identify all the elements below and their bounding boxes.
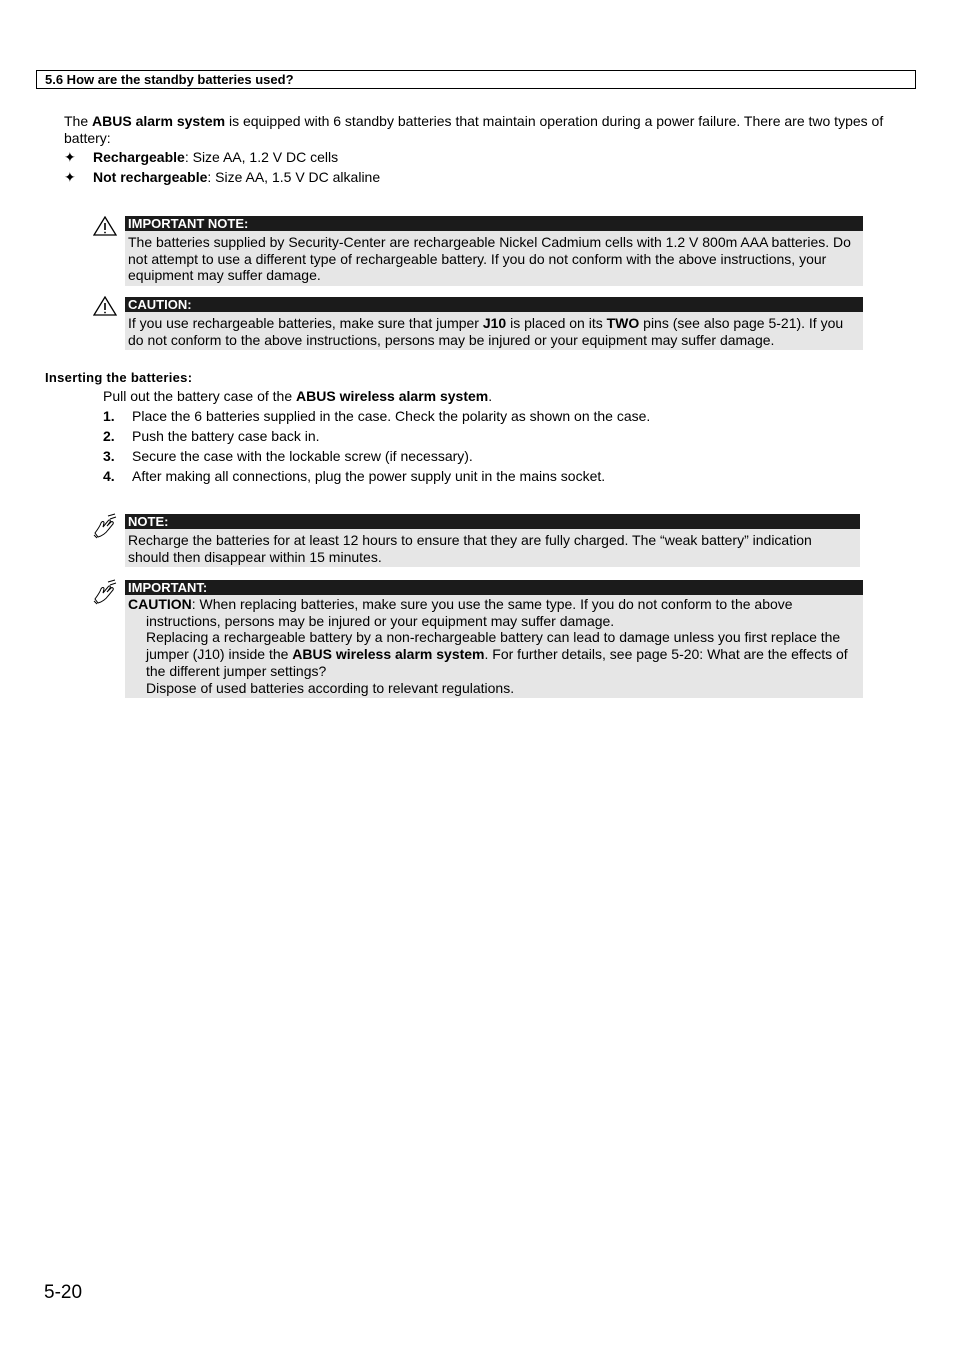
caution-pins: TWO [606, 315, 640, 331]
note-body: Recharge the batteries for at least 12 hours to ensure that they are fully charged. The “weak battery” indication should then disappear within 15 minutes. [125, 529, 860, 567]
important-replace-text-end: . For further details, see page 5-20: What are the effects of the different jumper settings? [146, 646, 848, 679]
battery-type-item [64, 149, 464, 166]
important-title: IMPORTANT: [125, 580, 863, 595]
battery-type-name: Not rechargeable [93, 169, 208, 185]
battery-type-desc: : Size AA, 1.5 V DC alkaline [207, 169, 381, 185]
note-box [125, 514, 860, 567]
pull-text: Pull out the battery case of the [103, 388, 297, 404]
important-caution-text: : When replacing batteries, make sure you use the same type. If you do not conform to the above instructions, persons may be injured or your equipment may suffer damage. [146, 596, 793, 629]
bullet-star-icon: ✦ [64, 169, 76, 185]
step-text: Place the 6 batteries supplied in the case. Check the polarity as shown on the case. [132, 408, 651, 424]
step-text: Push the battery case back in. [132, 428, 320, 444]
intro-paragraph [64, 113, 914, 147]
warning-triangle-icon [93, 216, 117, 236]
caution-box [125, 297, 863, 350]
warning-triangle-icon [93, 296, 117, 316]
section-title: 5.6 How are the standby batteries used? [36, 70, 916, 89]
important-replace-line [128, 629, 855, 679]
important-note-title: IMPORTANT NOTE: [125, 216, 863, 231]
important-body [125, 595, 863, 698]
pull-end: . [488, 388, 493, 404]
writing-hand-icon [92, 579, 118, 605]
important-replace-bold: ABUS wireless alarm system [292, 646, 485, 663]
intro-bold: ABUS alarm system [92, 113, 226, 129]
step-number: 3. [103, 448, 115, 464]
important-note-box [125, 216, 863, 286]
pull-bold: ABUS wireless alarm system [296, 388, 489, 404]
important-dispose-line: Dispose of used batteries according to relevant regulations. [146, 679, 515, 696]
page-number: 5-20 [44, 1282, 83, 1303]
battery-type-name: Rechargeable [93, 149, 185, 165]
caution-title: CAUTION: [125, 297, 863, 312]
caution-text: is placed on its [506, 315, 607, 331]
step-number: 1. [103, 408, 115, 424]
caution-text: If you use rechargeable batteries, make sure that jumper [128, 315, 483, 331]
step-text: Secure the case with the lockable screw (if necessary). [132, 448, 473, 464]
battery-type-desc: : Size AA, 1.2 V DC cells [184, 149, 339, 165]
step-number: 4. [103, 468, 115, 484]
caution-jumper: J10 [482, 315, 507, 331]
important-note-body: The batteries supplied by Security-Center are rechargeable Nickel Cadmium cells with 1.2 V 800m AAA batteries. Do not attempt to use a different type of rechargeable battery. If you do not conform with the above instructions, your equipment may suffer damage. [125, 231, 863, 286]
step-item [103, 428, 803, 445]
important-caution-label: CAUTION [128, 596, 192, 612]
step-text: After making all connections, plug the power supply unit in the mains socket. [132, 468, 606, 484]
intro-text-rest: is equipped with 6 standby batteries that maintain operation during a power failure. There are two types of battery: [64, 113, 884, 146]
note-title: NOTE: [125, 514, 860, 529]
step-item [103, 448, 803, 465]
caution-text: pins (see also page 5-21). If you do not conform to the above instructions, persons may be injured or your equipment may suffer damage. [128, 315, 844, 348]
inserting-heading: Inserting the batteries: [45, 370, 193, 385]
writing-hand-icon [92, 513, 118, 539]
caution-body [125, 312, 863, 350]
bullet-star-icon: ✦ [64, 149, 76, 165]
important-caution-line [128, 596, 855, 629]
important-box [125, 580, 863, 698]
intro-text: The [64, 113, 93, 129]
battery-type-item [64, 169, 464, 186]
step-number: 2. [103, 428, 115, 444]
step-item [103, 468, 803, 485]
pull-out-instruction [103, 388, 492, 405]
important-replace-text: Replacing a rechargeable battery by a non-rechargeable battery can lead to damage unless you first replace the jumper (J10) inside the [146, 629, 841, 663]
step-item [103, 408, 803, 425]
